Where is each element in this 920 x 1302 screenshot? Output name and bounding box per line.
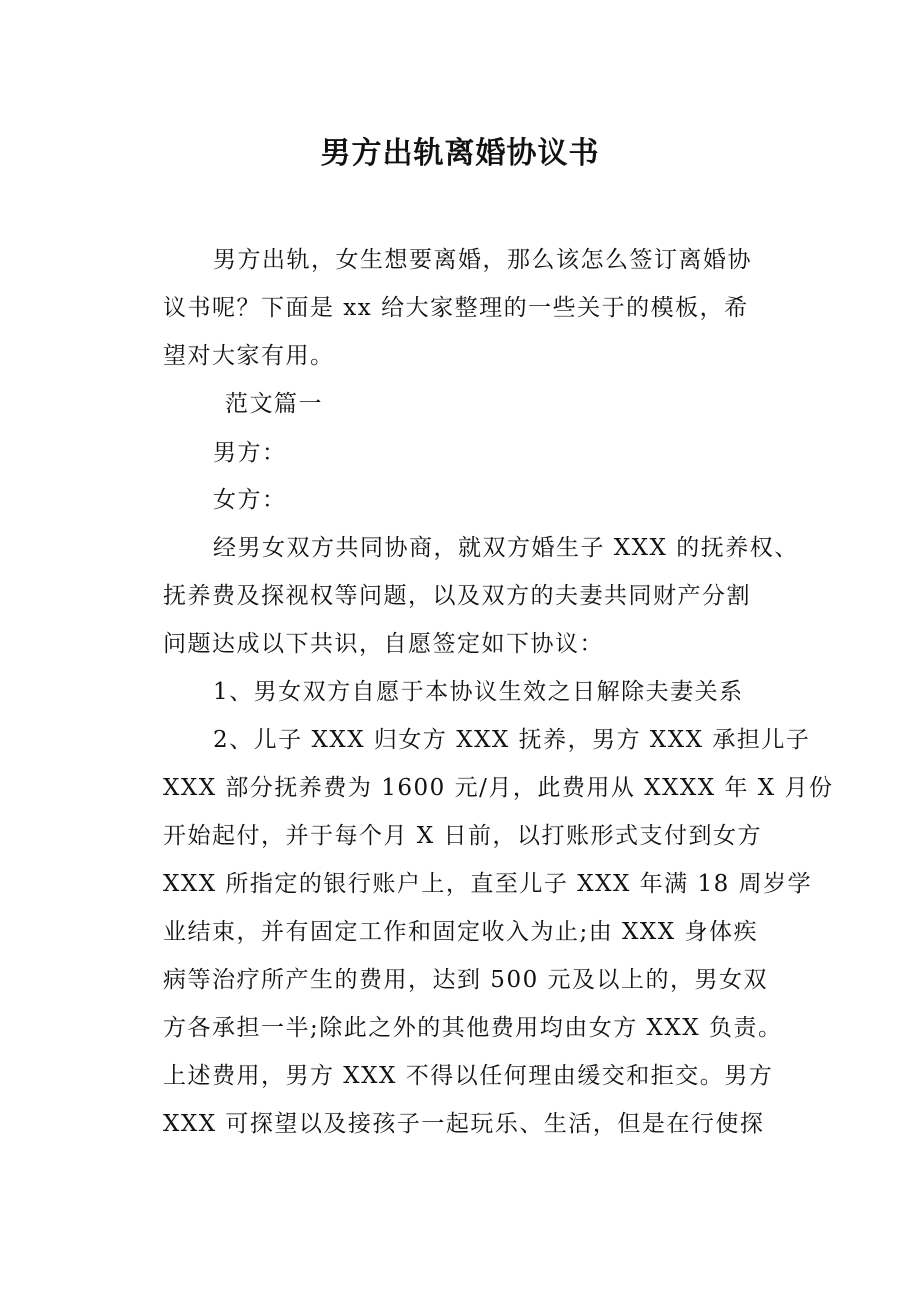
party-female-label: 女方： — [213, 487, 287, 513]
paragraph-line: 问题达成以下共识，自愿签定如下协议： — [163, 631, 604, 657]
clause-line: XXX 部分抚养费为 1600 元/月，此费用从 XXXX 年 X 月份 — [163, 775, 834, 801]
clause-line: XXX 所指定的银行账户上，直至儿子 XXX 年满 18 周岁学 — [163, 871, 813, 897]
document-title: 男方出轨离婚协议书 — [320, 136, 600, 171]
clause-line: 开始起付，并于每个月 X 日前，以打账形式支付到女方 — [163, 823, 762, 849]
clause-line: 2、儿子 XXX 归女方 XXX 抚养，男方 XXX 承担儿子 — [213, 727, 811, 753]
clause-line: 1、男女双方自愿于本协议生效之日解除夫妻关系 — [213, 679, 744, 705]
clause-line: 病等治疗所产生的费用，达到 500 元及以上的，男女双 — [163, 967, 769, 993]
paragraph-line: 男方出轨，女生想要离婚，那么该怎么签订离婚协 — [213, 247, 752, 273]
clause-line: XXX 可探望以及接孩子一起玩乐、生活，但是在行使探 — [163, 1111, 765, 1137]
clause-line: 上述费用，男方 XXX 不得以任何理由缓交和拒交。男方 — [163, 1063, 774, 1089]
clause-line: 方各承担一半;除此之外的其他费用均由女方 XXX 负责。 — [163, 1015, 783, 1041]
paragraph-line: 议书呢？下面是 xx 给大家整理的一些关于的模板，希 — [163, 295, 749, 321]
paragraph-line: 抚养费及探视权等问题，以及双方的夫妻共同财产分割 — [163, 583, 751, 609]
clause-line: 业结束，并有固定工作和固定收入为止;由 XXX 身体疾 — [163, 919, 758, 945]
paragraph-line: 望对大家有用。 — [163, 343, 335, 369]
paragraph-line: 经男女双方共同协商，就双方婚生子 XXX 的抚养权、 — [213, 535, 799, 561]
party-male-label: 男方： — [213, 440, 287, 466]
section-heading: 范文篇一 — [225, 391, 323, 417]
